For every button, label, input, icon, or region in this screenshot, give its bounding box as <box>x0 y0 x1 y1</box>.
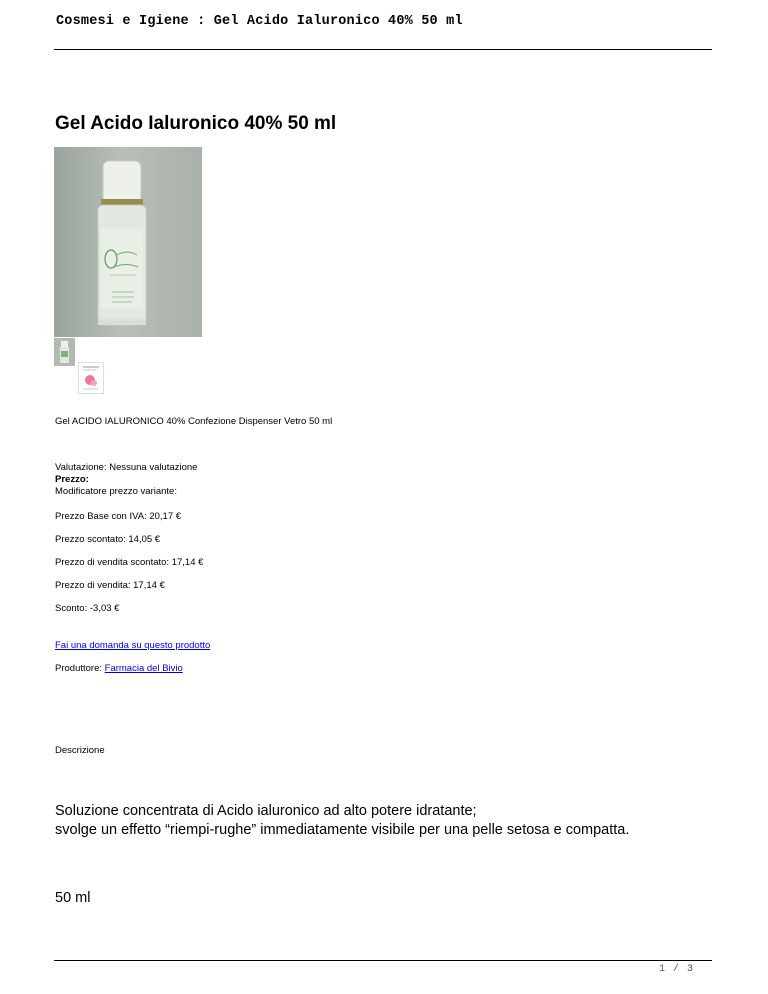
discounted-price: Prezzo scontato: 14,05 € <box>55 534 161 545</box>
product-thumbnail-leaflet[interactable] <box>78 362 104 394</box>
manufacturer-label: Produttore: <box>55 663 105 674</box>
base-price: Prezzo Base con IVA: 20,17 € <box>55 511 182 522</box>
product-main-image[interactable] <box>54 147 202 337</box>
manufacturer-row <box>55 663 183 674</box>
variant-price-modifier: Modificatore prezzo variante: <box>55 486 177 497</box>
manufacturer-link[interactable]: Farmacia del Bivio <box>104 663 183 674</box>
product-rating: Valutazione: Nessuna valutazione <box>55 462 198 473</box>
product-thumbnail-bottle[interactable] <box>54 338 75 366</box>
product-title: Gel Acido Ialuronico 40% 50 ml <box>55 113 337 134</box>
product-short-description: Gel ACIDO IALURONICO 40% Confezione Dispenser Vetro 50 ml <box>55 416 333 427</box>
header-divider <box>54 49 712 50</box>
ask-question-link-row <box>55 640 210 651</box>
description-line-1: Soluzione concentrata di Acido ialuronico ad alto potere idratante; <box>55 803 477 819</box>
leaflet-thumbnail-icon <box>79 363 103 393</box>
bottle-thumbnail-icon <box>54 338 75 366</box>
discount: Sconto: -3,03 € <box>55 603 120 614</box>
page-number: 1 / 3 <box>658 964 694 975</box>
running-header-title: Cosmesi e Igiene : Gel Acido Ialuronico 40% 50 ml <box>56 14 463 29</box>
bottle-illustration <box>54 147 202 337</box>
description-size: 50 ml <box>55 890 91 906</box>
ask-question-link[interactable]: Fai una domanda su questo prodotto <box>55 640 211 651</box>
footer-divider <box>54 960 712 961</box>
price-label: Prezzo: <box>55 474 89 485</box>
discounted-sale-price: Prezzo di vendita scontato: 17,14 € <box>55 557 204 568</box>
description-line-2: svolge un effetto “riempi-rughe” immediatamente visibile per una pelle setosa e compatta. <box>55 822 630 838</box>
description-heading: Descrizione <box>55 745 105 756</box>
sale-price: Prezzo di vendita: 17,14 € <box>55 580 165 591</box>
